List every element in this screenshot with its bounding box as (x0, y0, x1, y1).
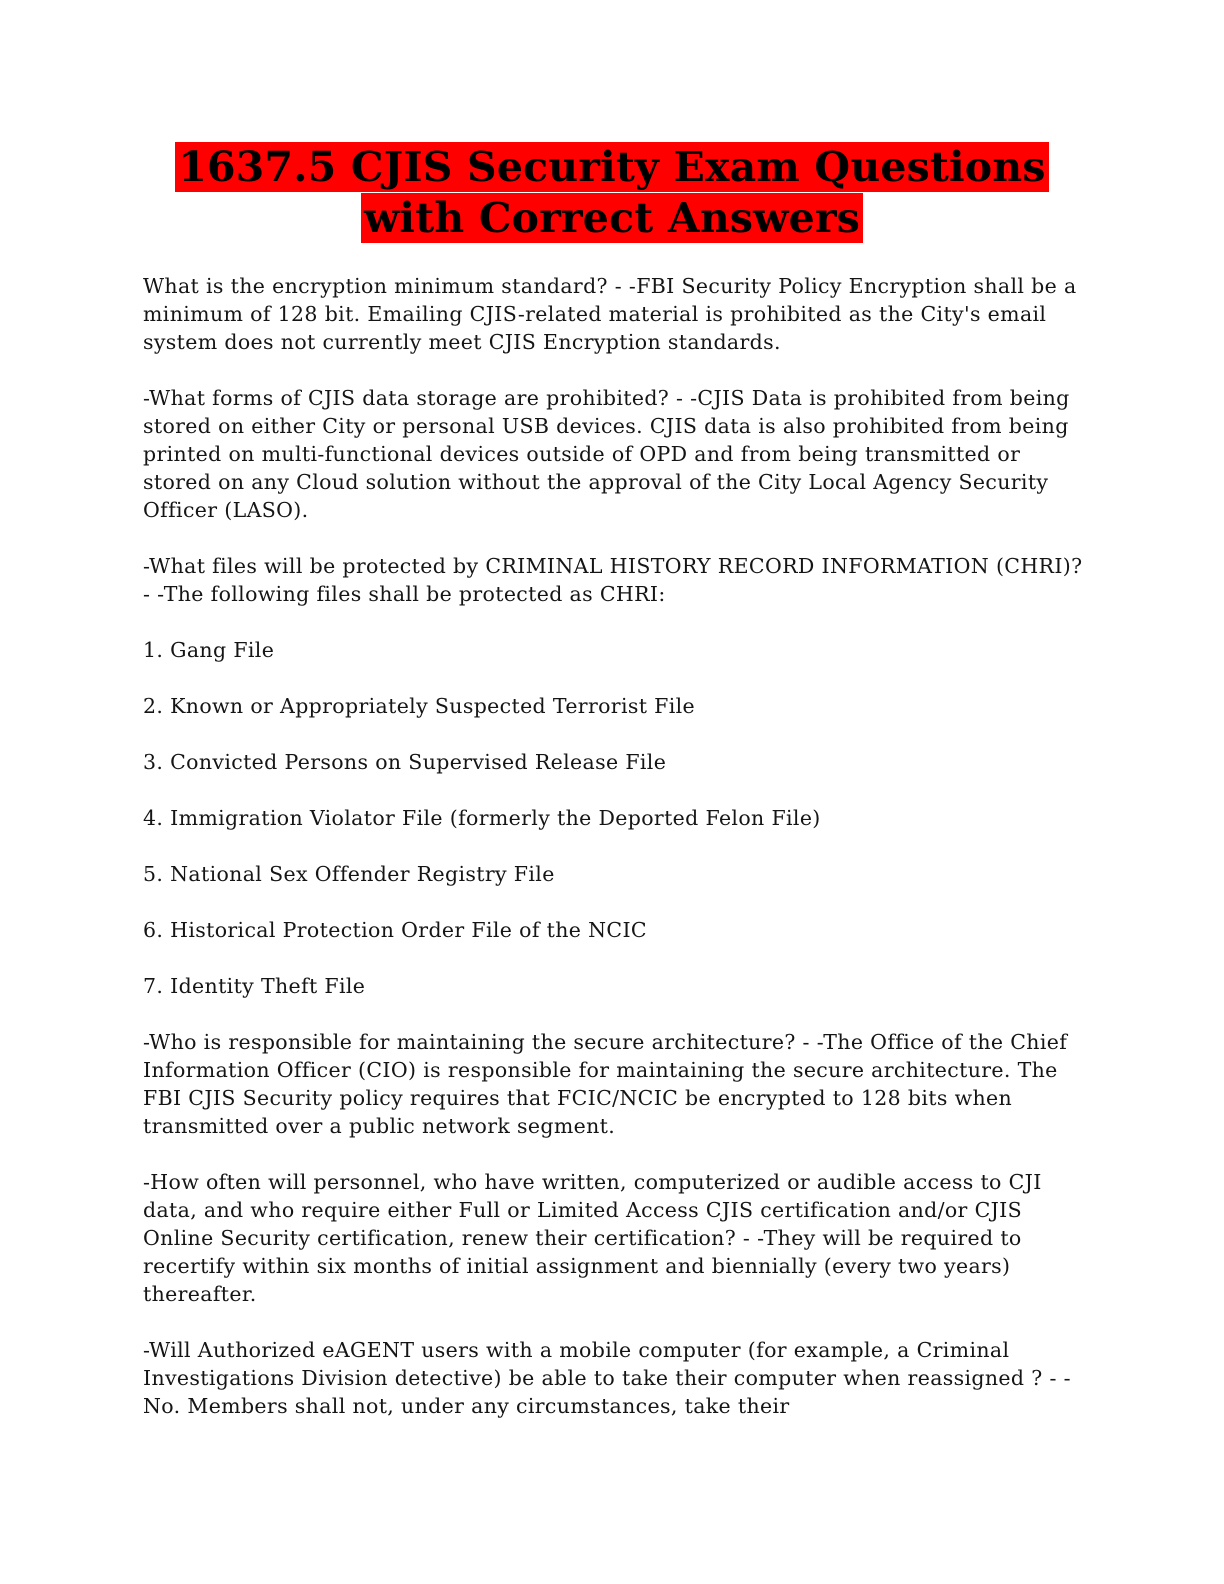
answer-text: -CJIS Data is prohibited from being stored on either City or personal USB devices. CJIS data is also prohibited from being printed on multi-functional devices outside of OPD and from being transmitted or stored on any Cloud solution without the approval of the City Local Agency Security Officer (LASO). (143, 386, 1070, 522)
question-text: -Who is responsible for maintaining the secure architecture? - (143, 1030, 817, 1054)
answer-text: -FBI Security Policy Encryption shall be a minimum of 128 bit. Emailing CJIS-related material is prohibited as the City's email system does not currently meet CJIS Encryption standards. (143, 274, 1077, 354)
question-text: What is the encryption minimum standard? - (143, 274, 629, 298)
question-text: -How often will personnel, who have written, computerized or audible access to CJI data, and who require either Full or Limited Access CJIS certification and/or CJIS Online Security certification, renew their certification? - (143, 1170, 1042, 1250)
answer-text: -No. Members shall not, under any circumstances, take their (143, 1366, 1071, 1418)
qa-item-2 (143, 384, 1083, 524)
title-line-2: with Correct Answers (361, 193, 863, 243)
chri-file-item: 3. Convicted Persons on Supervised Release File (143, 750, 667, 774)
chri-file-item: 1. Gang File (143, 638, 275, 662)
chri-file-item: 5. National Sex Offender Registry File (143, 862, 555, 886)
chri-file-item: 4. Immigration Violator File (formerly the Deported Felon File) (143, 806, 821, 830)
question-text: -Will Authorized eAGENT users with a mobile computer (for example, a Criminal Investigations Division detective) be able to take their computer when reassigned ? - (143, 1338, 1064, 1390)
qa-item-4 (143, 1028, 1083, 1140)
chri-file-item: 7. Identity Theft File (143, 974, 366, 998)
qa-item-5 (143, 1168, 1083, 1308)
qa-item-6 (143, 1336, 1083, 1420)
answer-text: -They will be required to recertify within six months of initial assignment and biennially (every two years) thereafter. (143, 1226, 1022, 1306)
title-line-1: 1637.5 CJIS Security Exam Questions (175, 142, 1048, 192)
question-text: -What files will be protected by CRIMINAL HISTORY RECORD INFORMATION (CHRI)? - (143, 554, 1083, 606)
document-title (0, 142, 1224, 244)
answer-text: -The Office of the Chief Information Officer (CIO) is responsible for maintaining the secure architecture. The FBI CJIS Security policy requires that FCIC/NCIC be encrypted to 128 bits when transmitted over a public network segment. (143, 1030, 1068, 1138)
chri-file-item: 6. Historical Protection Order File of the NCIC (143, 918, 647, 942)
document-body (143, 272, 1083, 1420)
qa-item-1 (143, 272, 1083, 356)
qa-item-3 (143, 552, 1083, 608)
question-text: -What forms of CJIS data storage are prohibited? - (143, 386, 691, 410)
answer-text: -The following files shall be protected as CHRI: (157, 582, 666, 606)
chri-file-item: 2. Known or Appropriately Suspected Terrorist File (143, 694, 696, 718)
